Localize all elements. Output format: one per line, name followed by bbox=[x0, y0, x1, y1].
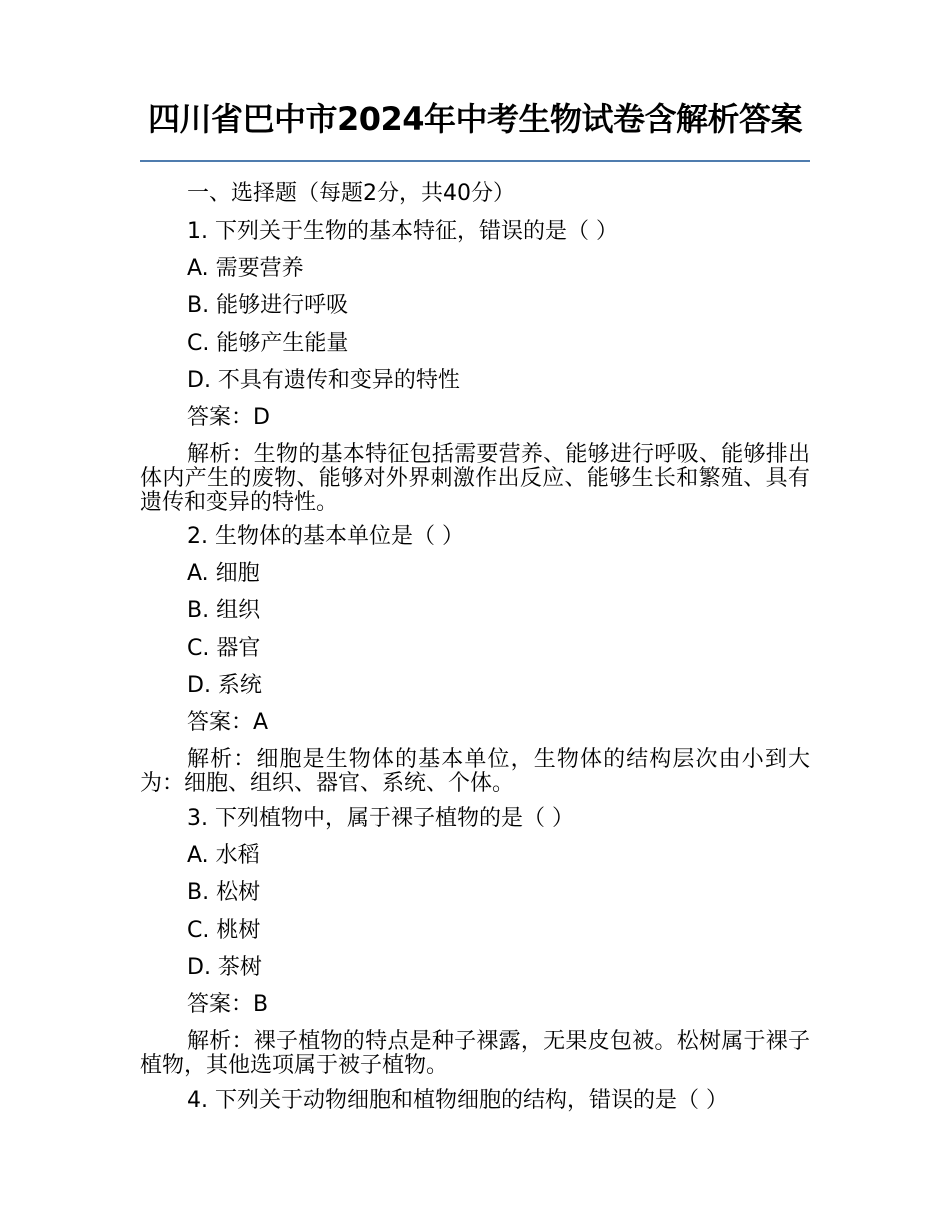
question-answer: 答案：D bbox=[187, 405, 270, 430]
question-answer: 答案：B bbox=[187, 992, 269, 1017]
question-option: A. 需要营养 bbox=[187, 256, 304, 281]
question-option: D. 不具有遗传和变异的特性 bbox=[187, 368, 460, 393]
question-stem: 1. 下列关于生物的基本特征，错误的是（ ） bbox=[187, 219, 618, 244]
question-stem: 3. 下列植物中，属于裸子植物的是（ ） bbox=[187, 806, 574, 831]
question-option: C. 器官 bbox=[187, 636, 261, 661]
title-underline bbox=[140, 160, 810, 162]
document-title: 四川省巴中市2024年中考生物试卷含解析答案 bbox=[147, 100, 803, 138]
section-header: 一、选择题（每题2分，共40分） bbox=[187, 181, 515, 206]
question-explanation: 解析：生物的基本特征包括需要营养、能够进行呼吸、能够排出体内产生的废物、能够对外界刺激作出反应、能够生长和繁殖、具有遗传和变异的特性。 bbox=[140, 442, 810, 515]
question-stem: 2. 生物体的基本单位是（ ） bbox=[187, 524, 464, 549]
question-stem: 4. 下列关于动物细胞和植物细胞的结构，错误的是（ ） bbox=[187, 1088, 728, 1113]
question-explanation: 解析：细胞是生物体的基本单位，生物体的结构层次由小到大为：细胞、组织、器官、系统、个体。 bbox=[140, 747, 810, 796]
question-option: D. 茶树 bbox=[187, 955, 262, 980]
question-option: D. 系统 bbox=[187, 673, 262, 698]
question-option: A. 水稻 bbox=[187, 843, 260, 868]
question-option: B. 组织 bbox=[187, 598, 261, 623]
question-option: C. 能够产生能量 bbox=[187, 331, 349, 356]
question-option: C. 桃树 bbox=[187, 918, 261, 943]
question-option: B. 能够进行呼吸 bbox=[187, 293, 349, 318]
question-answer: 答案：A bbox=[187, 710, 269, 735]
question-option: B. 松树 bbox=[187, 880, 261, 905]
question-option: A. 细胞 bbox=[187, 561, 260, 586]
question-explanation: 解析：裸子植物的特点是种子裸露，无果皮包被。松树属于裸子植物，其他选项属于被子植物。 bbox=[140, 1029, 810, 1078]
